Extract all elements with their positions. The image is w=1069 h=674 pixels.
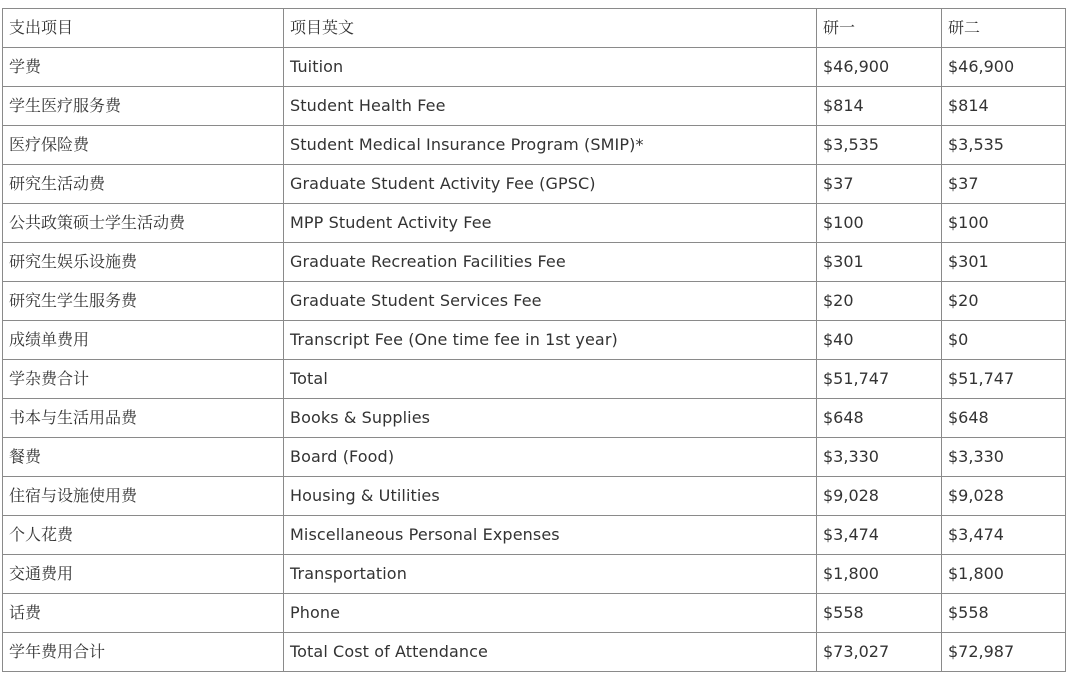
item-en: Housing & Utilities <box>284 477 817 516</box>
header-year1: 研一 <box>817 9 942 48</box>
year1-amount: $301 <box>817 243 942 282</box>
table-row <box>3 321 1066 360</box>
item-cn: 学费 <box>3 48 284 87</box>
table-row <box>3 399 1066 438</box>
item-en: Total Cost of Attendance <box>284 633 817 672</box>
year2-amount: $9,028 <box>942 477 1066 516</box>
item-en: Transcript Fee (One time fee in 1st year) <box>284 321 817 360</box>
item-cn: 住宿与设施使用费 <box>3 477 284 516</box>
item-en: Graduate Recreation Facilities Fee <box>284 243 817 282</box>
item-en: Board (Food) <box>284 438 817 477</box>
year1-amount: $40 <box>817 321 942 360</box>
year1-amount: $100 <box>817 204 942 243</box>
year1-amount: $9,028 <box>817 477 942 516</box>
year1-amount: $46,900 <box>817 48 942 87</box>
year2-amount: $1,800 <box>942 555 1066 594</box>
year2-amount: $72,987 <box>942 633 1066 672</box>
table-row <box>3 165 1066 204</box>
year1-amount: $3,474 <box>817 516 942 555</box>
expense-table <box>2 8 1066 672</box>
header-item-en: 项目英文 <box>284 9 817 48</box>
item-cn: 学年费用合计 <box>3 633 284 672</box>
year2-amount: $51,747 <box>942 360 1066 399</box>
item-en: Transportation <box>284 555 817 594</box>
table-row <box>3 243 1066 282</box>
item-en: MPP Student Activity Fee <box>284 204 817 243</box>
item-en: Phone <box>284 594 817 633</box>
item-en: Graduate Student Activity Fee (GPSC) <box>284 165 817 204</box>
year1-amount: $73,027 <box>817 633 942 672</box>
table-row <box>3 48 1066 87</box>
table-row <box>3 516 1066 555</box>
year2-amount: $3,474 <box>942 516 1066 555</box>
year1-amount: $3,330 <box>817 438 942 477</box>
year2-amount: $37 <box>942 165 1066 204</box>
item-cn: 成绩单费用 <box>3 321 284 360</box>
table-row <box>3 477 1066 516</box>
year1-amount: $1,800 <box>817 555 942 594</box>
table-row <box>3 87 1066 126</box>
table-row <box>3 282 1066 321</box>
item-cn: 研究生学生服务费 <box>3 282 284 321</box>
item-cn: 餐费 <box>3 438 284 477</box>
year2-amount: $648 <box>942 399 1066 438</box>
item-en: Student Health Fee <box>284 87 817 126</box>
year1-amount: $814 <box>817 87 942 126</box>
year2-amount: $814 <box>942 87 1066 126</box>
year1-amount: $648 <box>817 399 942 438</box>
table-row <box>3 594 1066 633</box>
item-en: Miscellaneous Personal Expenses <box>284 516 817 555</box>
header-row <box>3 9 1066 48</box>
year2-amount: $3,535 <box>942 126 1066 165</box>
table-row <box>3 126 1066 165</box>
year1-amount: $37 <box>817 165 942 204</box>
item-cn: 医疗保险费 <box>3 126 284 165</box>
item-cn: 个人花费 <box>3 516 284 555</box>
year2-amount: $100 <box>942 204 1066 243</box>
item-en: Student Medical Insurance Program (SMIP)* <box>284 126 817 165</box>
item-en: Graduate Student Services Fee <box>284 282 817 321</box>
table-row <box>3 633 1066 672</box>
year2-amount: $558 <box>942 594 1066 633</box>
header-item-cn: 支出项目 <box>3 9 284 48</box>
item-cn: 交通费用 <box>3 555 284 594</box>
table-row <box>3 360 1066 399</box>
item-cn: 学杂费合计 <box>3 360 284 399</box>
item-cn: 公共政策硕士学生活动费 <box>3 204 284 243</box>
item-cn: 话费 <box>3 594 284 633</box>
year2-amount: $3,330 <box>942 438 1066 477</box>
year1-amount: $51,747 <box>817 360 942 399</box>
item-en: Books & Supplies <box>284 399 817 438</box>
item-cn: 研究生娱乐设施费 <box>3 243 284 282</box>
item-cn: 书本与生活用品费 <box>3 399 284 438</box>
year2-amount: $301 <box>942 243 1066 282</box>
year2-amount: $46,900 <box>942 48 1066 87</box>
item-cn: 研究生活动费 <box>3 165 284 204</box>
year1-amount: $20 <box>817 282 942 321</box>
item-en: Total <box>284 360 817 399</box>
year2-amount: $20 <box>942 282 1066 321</box>
year1-amount: $3,535 <box>817 126 942 165</box>
year2-amount: $0 <box>942 321 1066 360</box>
table-row <box>3 204 1066 243</box>
table-row <box>3 555 1066 594</box>
year1-amount: $558 <box>817 594 942 633</box>
item-cn: 学生医疗服务费 <box>3 87 284 126</box>
item-en: Tuition <box>284 48 817 87</box>
table-row <box>3 438 1066 477</box>
header-year2: 研二 <box>942 9 1066 48</box>
